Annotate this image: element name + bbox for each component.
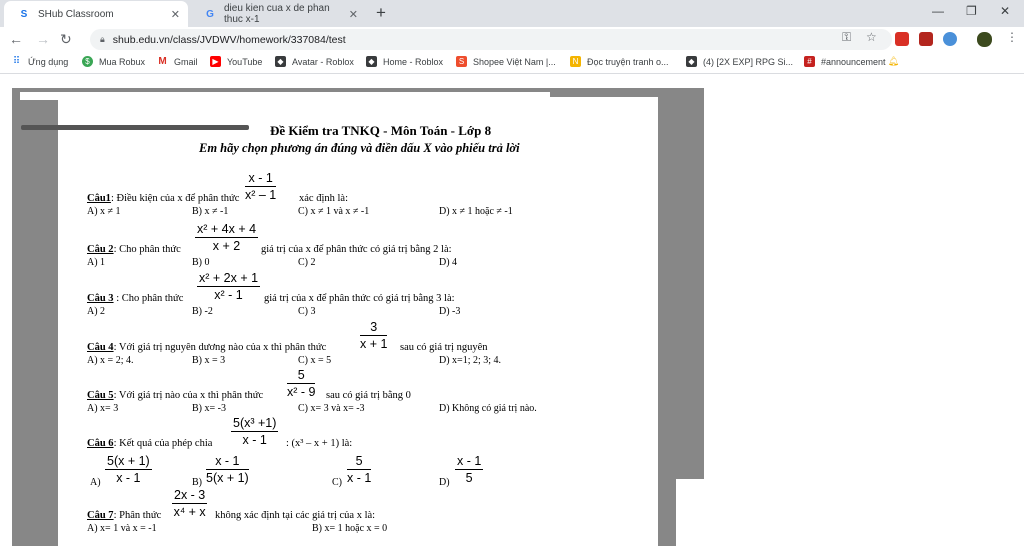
- q5-option-c[interactable]: C) x= 3 và x= -3: [298, 403, 365, 414]
- q1-fraction: $\frac{x - 1}{\text{x² – 1}}$: [245, 171, 277, 202]
- bookmark-youtube[interactable]: ▶ YouTube: [210, 56, 262, 67]
- q2-option-d[interactable]: D) 4: [439, 257, 458, 268]
- bookmark-home-roblox[interactable]: ◆ Home - Roblox: [366, 56, 443, 67]
- shub-logo-icon: S: [20, 8, 28, 20]
- roblox-icon: ◆: [366, 56, 377, 67]
- q5-option-d[interactable]: D) Không có giá trị nào.: [439, 403, 537, 414]
- browser-toolbar: [0, 27, 1024, 52]
- q1-option-c[interactable]: C) x ≠ 1 và x ≠ -1: [298, 206, 370, 217]
- q3-option-c[interactable]: C) 3: [298, 306, 316, 317]
- q2-option-a[interactable]: A) 1: [87, 257, 106, 268]
- extension-icon[interactable]: [895, 32, 909, 46]
- reload-icon[interactable]: ↻: [60, 31, 72, 47]
- q5-after: sau có giá trị bằng 0: [326, 390, 411, 401]
- tab-title: SHub Classroom: [38, 8, 114, 20]
- key-icon[interactable]: ⚿: [842, 30, 852, 44]
- q4-fraction: $\frac{3}{x + 1}$: [360, 320, 388, 351]
- q2-after: giá trị của x để phân thức có giá trị bằng 2 là:: [261, 244, 452, 255]
- forward-icon[interactable]: →: [36, 31, 50, 47]
- q5-option-b[interactable]: B) x= -3: [192, 403, 226, 414]
- bookmark-apps[interactable]: ⠿ Ứng dụng: [12, 56, 69, 67]
- q7-fraction: $\frac{2x - 3}{\text{x⁴ + x}}$: [173, 488, 206, 519]
- question-3: Câu 3 : Cho phân thức: [87, 293, 184, 304]
- question-2: Câu 2: Cho phân thức: [87, 244, 181, 255]
- viewer-side-panel: [676, 88, 704, 479]
- minimize-icon[interactable]: —: [932, 4, 944, 18]
- q7-after: không xác định tại các giá trị của x là:: [215, 510, 376, 521]
- q2-option-b[interactable]: B) 0: [192, 257, 210, 268]
- q6-option-d-letter[interactable]: D): [439, 477, 450, 488]
- gmail-icon: M: [158, 56, 167, 67]
- q3-after: giá trị của x để phân thức có giá trị bằng 3 là:: [264, 293, 455, 304]
- q7-option-a[interactable]: A) x= 1 và x = -1: [87, 523, 157, 534]
- new-tab-icon[interactable]: +: [376, 3, 386, 22]
- doc-subtitle: Em hãy chọn phương án đúng và điền dấu X vào phiếu trả lời: [199, 141, 520, 155]
- bookmark-announcement[interactable]: # #announcement 🔔︎: [804, 56, 899, 67]
- lock-icon: 🔒︎: [100, 34, 105, 44]
- close-tab-icon[interactable]: ✕: [170, 8, 180, 21]
- discord-icon: #: [804, 56, 815, 67]
- bookmark-doc-truyen[interactable]: N Đọc truyện tranh o...: [570, 56, 669, 67]
- extension-icon[interactable]: [943, 32, 957, 46]
- tab-shub-classroom[interactable]: [4, 1, 188, 27]
- q6-option-a-letter[interactable]: A): [90, 477, 101, 488]
- q4-after: sau có giá trị nguyên: [400, 342, 488, 353]
- q5-fraction: $\frac{5}{\text{x² - 9}}$: [287, 368, 316, 399]
- q7-option-b[interactable]: B) x= 1 hoặc x = 0: [312, 523, 388, 534]
- loading-progress-bar: [21, 125, 249, 130]
- q3-option-a[interactable]: A) 2: [87, 306, 106, 317]
- menu-icon[interactable]: ⋮: [1006, 30, 1018, 44]
- question-1: Câu1: Điều kiện của x để phân thức: [87, 193, 240, 204]
- document-page: [58, 97, 658, 546]
- q6-option-a-fraction[interactable]: $\frac{5(x + 1)}{x - 1}$: [107, 454, 150, 485]
- tab-title: dieu kien cua x de phan thuc x-1: [224, 3, 330, 25]
- manga-site-icon: N: [570, 56, 581, 67]
- back-icon[interactable]: ←: [9, 31, 23, 47]
- q4-option-c[interactable]: C) x = 5: [298, 355, 332, 366]
- question-5: Câu 5: Với giá trị nào của x thì phân thức: [87, 390, 264, 401]
- question-7: Câu 7: Phân thức: [87, 510, 162, 521]
- q6-option-d-fraction[interactable]: $\frac{x - 1}{5}$: [457, 454, 482, 485]
- tab-google-search[interactable]: [190, 1, 366, 27]
- bookmark-gmail[interactable]: M Gmail: [158, 56, 198, 67]
- tab-strip: [0, 0, 1024, 27]
- shopee-icon: S: [456, 56, 467, 67]
- google-icon: G: [206, 8, 214, 20]
- q6-option-b-fraction[interactable]: $\frac{x - 1}{5(x + 1)}$: [206, 454, 249, 485]
- page-content: [0, 75, 1024, 546]
- doc-title: Đề Kiểm tra TNKQ - Môn Toán - Lớp 8: [270, 123, 492, 138]
- youtube-icon: ▶: [210, 56, 221, 67]
- q2-fraction: $\frac{\text{x² + 4x + 4}}{x + 2}$: [197, 222, 257, 253]
- close-window-icon[interactable]: ✕: [1000, 4, 1011, 18]
- q4-option-b[interactable]: B) x = 3: [192, 355, 226, 366]
- q2-option-c[interactable]: C) 2: [298, 257, 316, 268]
- q1-option-d[interactable]: D) x ≠ 1 hoặc ≠ -1: [439, 206, 513, 217]
- q1-option-b[interactable]: B) x ≠ -1: [192, 206, 229, 217]
- bookmark-star-icon[interactable]: ☆: [866, 30, 877, 44]
- profile-avatar-icon[interactable]: [977, 32, 992, 47]
- extension-icon[interactable]: [919, 32, 933, 46]
- q6-fraction: $\frac{\text{5(x³ +1)}}{x - 1}$: [233, 416, 277, 447]
- bookmarks-bar: [0, 52, 1024, 74]
- q6-option-c-letter[interactable]: C): [332, 477, 342, 488]
- url-text: shub.edu.vn/class/JVDWV/homework/337084/test: [112, 33, 346, 46]
- q1-option-a[interactable]: A) x ≠ 1: [87, 206, 121, 217]
- q5-option-a[interactable]: A) x= 3: [87, 403, 119, 414]
- q6-after: : (x³ – x + 1) là:: [286, 438, 353, 449]
- bookmark-rpg[interactable]: ◆ (4) [2X EXP] RPG Si...: [686, 56, 793, 67]
- q6-option-b-letter[interactable]: B): [192, 477, 202, 488]
- restore-icon[interactable]: ❐: [966, 4, 977, 18]
- roblox-icon: ◆: [275, 56, 286, 67]
- q1-after: xác định là:: [299, 193, 348, 204]
- apps-grid-icon: ⠿: [12, 56, 21, 67]
- robux-icon: $: [82, 56, 93, 67]
- roblox-icon: ◆: [686, 56, 697, 67]
- q6-option-c-fraction[interactable]: $\frac{5}{x - 1}$: [347, 454, 372, 485]
- question-6: Câu 6: Kết quả của phép chia: [87, 438, 213, 449]
- q3-option-d[interactable]: D) -3: [439, 306, 461, 317]
- q4-option-a[interactable]: A) x = 2; 4.: [87, 355, 134, 366]
- close-tab-icon[interactable]: ✕: [348, 8, 358, 21]
- q4-option-d[interactable]: D) x=1; 2; 3; 4.: [439, 355, 502, 366]
- bell-icon: 🔔︎: [887, 56, 899, 66]
- q3-option-b[interactable]: B) -2: [192, 306, 213, 317]
- bookmark-shopee[interactable]: S Shopee Việt Nam |...: [456, 56, 556, 67]
- question-4: Câu 4: Với giá trị nguyên dương nào của x thì phân thức: [87, 342, 327, 353]
- q3-fraction: $\frac{\text{x² + 2x + 1}}{\text{x² - 1}}$: [199, 271, 259, 302]
- address-bar[interactable]: [90, 29, 892, 50]
- bookmark-mua-robux[interactable]: $ Mua Robux: [82, 56, 145, 67]
- bookmark-avatar-roblox[interactable]: ◆ Avatar - Roblox: [275, 56, 354, 67]
